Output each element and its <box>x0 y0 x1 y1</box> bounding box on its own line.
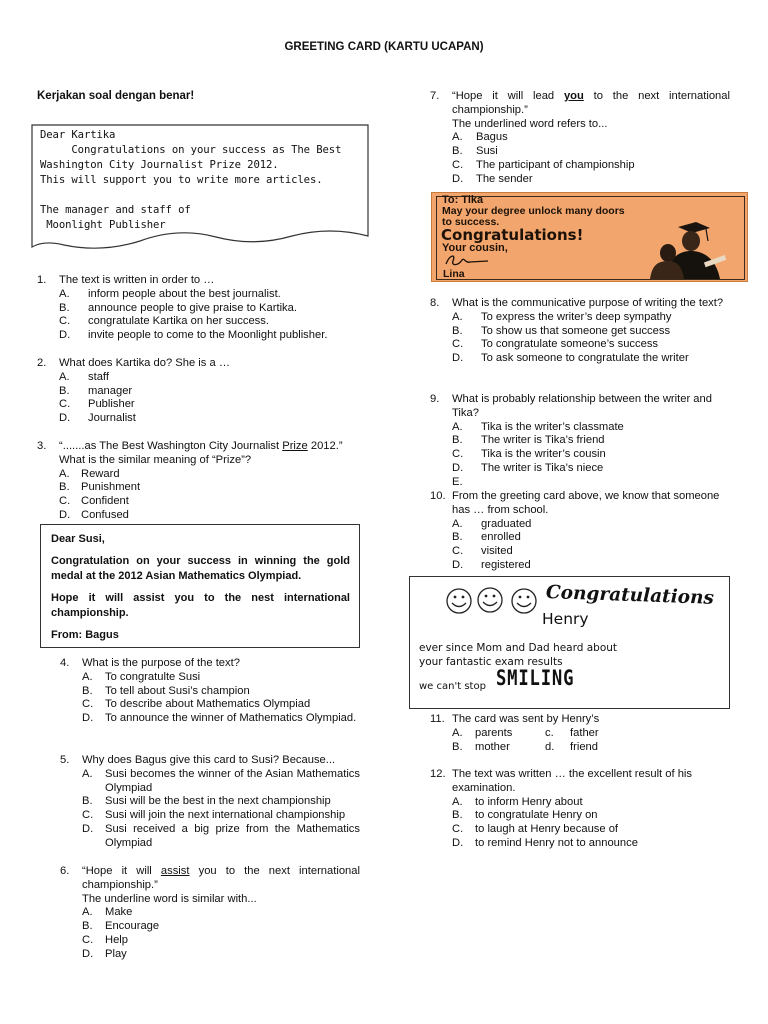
option-text[interactable]: Susi will join the next international championship <box>105 809 346 822</box>
option-letter: A. <box>452 131 463 144</box>
option-letter: D. <box>82 822 94 835</box>
card-message <box>442 206 625 228</box>
stem-text: “.......as The Best Washington City Journalist <box>59 440 283 452</box>
question-10 <box>430 490 735 573</box>
option-letter: D. <box>452 836 464 849</box>
card-recipient: To: Tika <box>442 194 484 206</box>
card-message <box>419 642 617 669</box>
question-number: 1. <box>37 274 47 286</box>
stem-text: “Hope it will <box>82 865 161 877</box>
option-text[interactable]: Susi received a big prize from the Mathematics Olympiad <box>105 822 360 849</box>
question-3 <box>37 440 367 523</box>
option-letter: B. <box>452 809 463 822</box>
question-11 <box>430 713 730 754</box>
option-letter: A. <box>59 287 70 300</box>
option-letter: C. <box>82 698 94 711</box>
question-stem <box>82 865 360 893</box>
option-letter: A. <box>452 517 463 530</box>
card-closing: Your cousin, <box>442 242 508 254</box>
option-text[interactable]: To express the writer’s deep sympathy <box>481 310 672 323</box>
question-number: 5. <box>60 754 70 766</box>
option-letter: B. <box>452 740 463 753</box>
stem-text: 2012.” <box>307 440 343 452</box>
option-text[interactable]: To congratulte Susi <box>105 670 201 683</box>
option-text[interactable]: To tell about Susi’s champion <box>105 684 250 697</box>
card-title: Congratulations <box>545 582 715 609</box>
option-letter: C. <box>452 158 464 171</box>
option-letter: B. <box>452 531 463 544</box>
option-text[interactable]: to congratulate Henry on <box>475 809 598 822</box>
option-text[interactable]: Tika is the writer’s cousin <box>481 448 606 461</box>
question-number: 2. <box>37 357 47 369</box>
instruction: Kerjakan soal dengan benar! <box>37 90 195 102</box>
question-5 <box>60 754 360 851</box>
stem-text: you to the next international championship.” <box>82 865 360 891</box>
card-signer: Lina <box>443 268 465 280</box>
card-line: Washington City Journalist Prize 2012. <box>40 159 279 171</box>
question-8 <box>430 297 735 366</box>
question-7 <box>430 90 730 187</box>
card-message-line: May your degree unlock many doors <box>442 205 625 217</box>
option-letter: C. <box>59 398 71 411</box>
option-letter: B. <box>452 434 463 447</box>
greeting-card-susi <box>40 524 360 648</box>
option-letter: D. <box>452 352 464 365</box>
card-greeting: Dear Susi, <box>51 533 105 545</box>
greeting-card-henry <box>409 576 730 709</box>
card-message-line: ever since Mom and Dad heard about <box>419 642 618 654</box>
option-text[interactable]: announce people to give praise to Kartika. <box>88 301 297 314</box>
option-letter: E. <box>452 475 463 488</box>
option-letter: D. <box>82 712 94 725</box>
option-text[interactable]: mother <box>475 740 510 753</box>
question-stem <box>452 90 730 118</box>
option-text[interactable]: To ask someone to congratulate the writer <box>481 352 689 365</box>
question-number: 7. <box>430 90 440 102</box>
question-stem-2: What is the similar meaning of “Prize”? <box>59 453 252 466</box>
question-6 <box>60 865 360 962</box>
greeting-card-tika <box>431 192 748 282</box>
smiley-faces-icon <box>444 587 556 615</box>
underlined-word: Prize <box>282 440 308 452</box>
option-letter: B. <box>82 920 93 933</box>
option-text[interactable]: Susi will be the best in the next championship <box>105 795 331 808</box>
card-line: Dear Kartika <box>40 129 116 141</box>
option-letter: A. <box>59 370 70 383</box>
option-letter: D. <box>59 508 71 521</box>
question-stem-2: The underline word is similar with... <box>82 892 257 905</box>
option-letter: C. <box>82 933 94 946</box>
option-text[interactable]: Make <box>105 906 133 919</box>
underlined-word: assist <box>160 865 190 877</box>
option-text[interactable]: Publisher <box>88 398 135 411</box>
option-text[interactable]: Susi <box>476 145 498 158</box>
question-stem: What is the communicative purpose of writing the text? <box>452 297 724 309</box>
option-text[interactable]: Help <box>105 933 129 946</box>
card-body: Congratulation on your success in winning the gold medal at the 2012 Asian Mathematics Olympiad. <box>51 554 350 582</box>
option-text[interactable]: registered <box>481 558 531 571</box>
question-number: 6. <box>60 865 70 877</box>
option-text[interactable]: Confused <box>81 508 129 521</box>
option-letter: A. <box>82 670 93 683</box>
option-text[interactable]: To announce the winner of Mathematics Olympiad. <box>105 712 357 725</box>
option-text[interactable]: Confident <box>81 495 129 508</box>
card-message-line: to success. <box>442 216 500 228</box>
card-body: Hope it will assist you to the nest international championship. <box>51 591 350 619</box>
option-letter: C. <box>82 809 94 822</box>
option-text[interactable]: Reward <box>81 467 120 480</box>
option-letter: D. <box>59 412 71 425</box>
option-text[interactable]: Punishment <box>81 481 141 494</box>
option-text[interactable]: To congratulate someone’s success <box>481 338 659 351</box>
question-stem: From the greeting card above, we know that someone has … from school. <box>452 490 720 516</box>
option-text[interactable]: Bagus <box>476 131 508 144</box>
question-stem-2: The underlined word refers to... <box>452 117 608 130</box>
card-line: The manager and staff of <box>40 204 191 216</box>
question-stem: The card was sent by Henry’s <box>452 713 600 725</box>
option-text[interactable]: To show us that someone get success <box>481 324 671 337</box>
stem-text: “Hope it will lead <box>452 90 564 102</box>
option-text[interactable]: visited <box>481 545 513 558</box>
option-text[interactable]: The sender <box>476 172 533 185</box>
greeting-card-kartika <box>30 123 370 253</box>
option-text[interactable]: to laugh at Henry because of <box>475 823 619 836</box>
option-letter: C. <box>452 338 464 351</box>
question-4 <box>60 657 360 726</box>
stem-text: to the next international championship.” <box>452 90 730 116</box>
underlined-word: you <box>563 90 584 102</box>
option-letter: c. <box>545 726 554 739</box>
question-number: 8. <box>430 297 440 309</box>
question-9 <box>430 393 735 490</box>
card-line: Congratulations on your success as The Best <box>40 144 342 156</box>
question-2 <box>37 357 367 426</box>
question-stem <box>59 440 367 454</box>
graduate-icon <box>644 219 742 279</box>
option-letter: B. <box>452 324 463 337</box>
option-text[interactable]: to remind Henry not to announce <box>475 836 638 849</box>
page-title: GREETING CARD (KARTU UCAPAN) <box>284 41 484 53</box>
question-12 <box>430 768 725 851</box>
option-text[interactable]: invite people to come to the Moonlight publisher. <box>88 329 328 342</box>
option-text[interactable]: father <box>570 726 599 739</box>
question-number: 11. <box>430 713 445 725</box>
question-stem: What does Kartika do? She is a … <box>59 357 231 369</box>
option-letter: B. <box>82 795 93 808</box>
option-letter: D. <box>82 947 94 960</box>
option-letter: C. <box>452 545 464 558</box>
question-stem: The text was written … the excellent result of his examination. <box>452 768 693 794</box>
option-text[interactable]: parents <box>475 726 513 739</box>
option-letter: D. <box>452 461 464 474</box>
option-text[interactable]: The participant of championship <box>476 158 635 171</box>
option-letter: D. <box>59 329 71 342</box>
option-letter: A. <box>452 795 463 808</box>
card-recipient: Henry <box>542 610 589 628</box>
option-text[interactable]: Journalist <box>88 412 136 425</box>
option-letter: C. <box>452 823 464 836</box>
question-number: 3. <box>37 440 47 452</box>
option-text[interactable]: Encourage <box>105 920 160 933</box>
option-text[interactable]: To describe about Mathematics Olympiad <box>105 698 311 711</box>
option-letter: D. <box>452 558 464 571</box>
option-text[interactable]: friend <box>570 740 598 753</box>
card-big-word: SMILING <box>496 666 575 690</box>
card-sender: From: Bagus <box>51 628 119 641</box>
card-line: This will support you to write more articles. <box>40 174 323 186</box>
option-letter: A. <box>452 310 463 323</box>
option-letter: A. <box>82 906 93 919</box>
option-letter: B. <box>59 384 70 397</box>
option-letter: A. <box>452 420 463 433</box>
option-letter: B. <box>452 145 463 158</box>
option-text[interactable]: The writer is Tika’s friend <box>481 434 605 447</box>
option-letter: B. <box>82 684 93 697</box>
option-letter: C. <box>59 315 71 328</box>
option-letter: B. <box>59 481 70 494</box>
option-text[interactable]: manager <box>88 384 133 397</box>
option-letter: D. <box>452 172 464 185</box>
question-number: 12. <box>430 768 446 780</box>
option-letter: A. <box>59 467 70 480</box>
option-letter: d. <box>545 740 555 753</box>
question-stem: What is probably relationship between the writer and Tika? <box>452 393 712 419</box>
question-number: 4. <box>60 657 70 669</box>
option-text[interactable]: graduated <box>481 517 532 530</box>
option-letter: A. <box>82 767 93 780</box>
option-text[interactable]: Tika is the writer’s classmate <box>481 420 624 433</box>
question-stem: What is the purpose of the text? <box>82 657 240 669</box>
card-congrats: Congratulations! <box>441 226 584 244</box>
option-text[interactable] <box>481 476 735 490</box>
option-text[interactable]: Susi becomes the winner of the Asian Mathematics Olympiad <box>105 767 360 794</box>
option-text[interactable]: to inform Henry about <box>475 795 583 808</box>
card-message-line: we can't stop <box>419 681 486 692</box>
question-stem: The text is written in order to … <box>59 274 215 286</box>
card-message-line: your fantastic exam results <box>419 655 563 668</box>
option-text[interactable]: staff <box>88 370 109 383</box>
option-letter: B. <box>59 301 70 314</box>
question-1 <box>37 274 367 343</box>
question-stem: Why does Bagus give this card to Susi? Because... <box>82 754 336 766</box>
option-letter: C. <box>59 495 71 508</box>
card-line <box>40 188 365 203</box>
option-text[interactable]: congratulate Kartika on her success. <box>88 315 269 328</box>
option-text[interactable]: enrolled <box>481 531 521 544</box>
option-letter: C. <box>452 448 464 461</box>
question-number: 9. <box>430 393 440 405</box>
question-number: 10. <box>430 490 446 502</box>
option-text[interactable]: Play <box>105 947 127 960</box>
card-line: Moonlight Publisher <box>40 219 166 231</box>
option-letter: A. <box>452 726 463 739</box>
option-text[interactable]: The writer is Tika’s niece <box>481 461 604 474</box>
option-text[interactable]: inform people about the best journalist. <box>88 287 281 300</box>
